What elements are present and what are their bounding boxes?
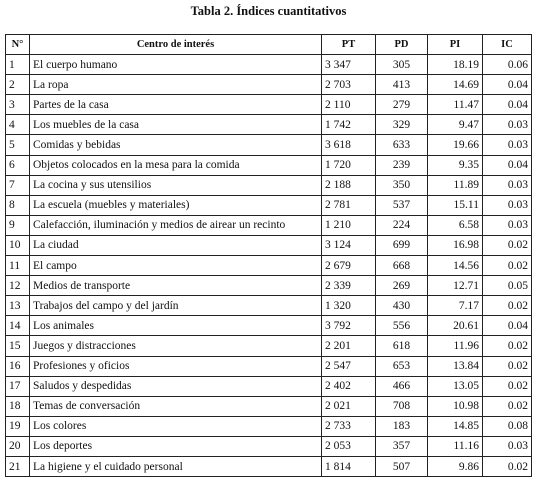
cell-pt: 3 347 xyxy=(322,55,376,75)
cell-ic: 0.02 xyxy=(483,336,532,356)
cell-pi: 9.86 xyxy=(428,456,483,476)
cell-center-of-interest: Objetos colocados en la mesa para la comida xyxy=(30,155,322,175)
cell-pd: 466 xyxy=(376,376,428,396)
cell-pi: 12.71 xyxy=(428,276,483,296)
table-caption: Tabla 2. Índices cuantitativos xyxy=(190,4,347,18)
cell-ic: 0.02 xyxy=(483,256,532,276)
cell-pd: 507 xyxy=(376,456,428,476)
cell-center-of-interest: La ciudad xyxy=(30,235,322,255)
cell-pt: 2 781 xyxy=(322,195,376,215)
cell-pd: 618 xyxy=(376,336,428,356)
header-center-of-interest: Centro de interés xyxy=(30,35,322,55)
cell-pt: 2 021 xyxy=(322,396,376,416)
cell-pt: 2 201 xyxy=(322,336,376,356)
cell-center-of-interest: La ropa xyxy=(30,75,322,95)
table-row xyxy=(6,155,532,175)
table-body xyxy=(6,55,532,477)
table-row xyxy=(6,456,532,476)
table-row xyxy=(6,336,532,356)
cell-pd: 350 xyxy=(376,175,428,195)
cell-center-of-interest: Partes de la casa xyxy=(30,95,322,115)
cell-center-of-interest: Los deportes xyxy=(30,436,322,456)
cell-pt: 3 792 xyxy=(322,316,376,336)
cell-pd: 537 xyxy=(376,195,428,215)
cell-pt: 2 733 xyxy=(322,416,376,436)
cell-center-of-interest: El campo xyxy=(30,256,322,276)
table-row xyxy=(6,75,532,95)
cell-ic: 0.03 xyxy=(483,135,532,155)
cell-pd: 279 xyxy=(376,95,428,115)
cell-number: 17 xyxy=(6,376,30,396)
cell-center-of-interest: Los muebles de la casa xyxy=(30,115,322,135)
cell-pi: 19.66 xyxy=(428,135,483,155)
cell-number: 3 xyxy=(6,95,30,115)
cell-pt: 3 618 xyxy=(322,135,376,155)
cell-ic: 0.02 xyxy=(483,296,532,316)
cell-center-of-interest: La higiene y el cuidado personal xyxy=(30,456,322,476)
cell-ic: 0.06 xyxy=(483,55,532,75)
cell-pi: 14.69 xyxy=(428,75,483,95)
cell-ic: 0.02 xyxy=(483,356,532,376)
cell-pi: 20.61 xyxy=(428,316,483,336)
cell-pd: 556 xyxy=(376,316,428,336)
cell-pt: 1 814 xyxy=(322,456,376,476)
cell-pt: 2 547 xyxy=(322,356,376,376)
cell-pt: 1 320 xyxy=(322,296,376,316)
cell-pd: 708 xyxy=(376,396,428,416)
cell-center-of-interest: El cuerpo humano xyxy=(30,55,322,75)
cell-pi: 9.47 xyxy=(428,115,483,135)
cell-number: 5 xyxy=(6,135,30,155)
cell-pt: 2 402 xyxy=(322,376,376,396)
cell-pt: 2 110 xyxy=(322,95,376,115)
cell-pi: 13.84 xyxy=(428,356,483,376)
cell-center-of-interest: Saludos y despedidas xyxy=(30,376,322,396)
cell-ic: 0.02 xyxy=(483,376,532,396)
cell-ic: 0.03 xyxy=(483,195,532,215)
table-row xyxy=(6,376,532,396)
cell-pi: 13.05 xyxy=(428,376,483,396)
table-row xyxy=(6,135,532,155)
cell-center-of-interest: La escuela (muebles y materiales) xyxy=(30,195,322,215)
cell-ic: 0.08 xyxy=(483,416,532,436)
table-row xyxy=(6,95,532,115)
cell-number: 20 xyxy=(6,436,30,456)
cell-pt: 1 210 xyxy=(322,215,376,235)
quantitative-indices-table xyxy=(5,34,532,477)
cell-pd: 183 xyxy=(376,416,428,436)
cell-center-of-interest: Comidas y bebidas xyxy=(30,135,322,155)
cell-pt: 2 339 xyxy=(322,276,376,296)
cell-ic: 0.03 xyxy=(483,175,532,195)
cell-number: 12 xyxy=(6,276,30,296)
cell-pd: 653 xyxy=(376,356,428,376)
cell-center-of-interest: Profesiones y oficios xyxy=(30,356,322,376)
cell-center-of-interest: Temas de conversación xyxy=(30,396,322,416)
cell-ic: 0.02 xyxy=(483,456,532,476)
cell-number: 9 xyxy=(6,215,30,235)
cell-pt: 2 679 xyxy=(322,256,376,276)
cell-pi: 18.19 xyxy=(428,55,483,75)
cell-pd: 269 xyxy=(376,276,428,296)
cell-pt: 3 124 xyxy=(322,235,376,255)
cell-pt: 2 703 xyxy=(322,75,376,95)
cell-center-of-interest: La cocina y sus utensilios xyxy=(30,175,322,195)
cell-pt: 2 188 xyxy=(322,175,376,195)
header-pd: PD xyxy=(376,35,428,55)
cell-pi: 15.11 xyxy=(428,195,483,215)
cell-pi: 7.17 xyxy=(428,296,483,316)
table-row xyxy=(6,316,532,336)
cell-ic: 0.02 xyxy=(483,235,532,255)
cell-pi: 11.47 xyxy=(428,95,483,115)
cell-pi: 9.35 xyxy=(428,155,483,175)
table-row xyxy=(6,296,532,316)
cell-number: 4 xyxy=(6,115,30,135)
cell-pi: 6.58 xyxy=(428,215,483,235)
cell-ic: 0.04 xyxy=(483,155,532,175)
cell-number: 16 xyxy=(6,356,30,376)
table-row xyxy=(6,175,532,195)
cell-pi: 14.56 xyxy=(428,256,483,276)
cell-center-of-interest: Calefacción, iluminación y medios de airear un recinto xyxy=(30,215,322,235)
cell-pd: 699 xyxy=(376,235,428,255)
cell-pi: 11.16 xyxy=(428,436,483,456)
cell-number: 11 xyxy=(6,256,30,276)
cell-ic: 0.04 xyxy=(483,75,532,95)
cell-pd: 633 xyxy=(376,135,428,155)
cell-pi: 10.98 xyxy=(428,396,483,416)
cell-ic: 0.04 xyxy=(483,316,532,336)
header-pt: PT xyxy=(322,35,376,55)
cell-pd: 413 xyxy=(376,75,428,95)
cell-pt: 1 720 xyxy=(322,155,376,175)
cell-number: 10 xyxy=(6,235,30,255)
cell-center-of-interest: Medios de transporte xyxy=(30,276,322,296)
cell-pt: 1 742 xyxy=(322,115,376,135)
cell-ic: 0.05 xyxy=(483,276,532,296)
cell-number: 1 xyxy=(6,55,30,75)
cell-number: 7 xyxy=(6,175,30,195)
cell-center-of-interest: Juegos y distracciones xyxy=(30,336,322,356)
cell-pd: 430 xyxy=(376,296,428,316)
header-number: N° xyxy=(6,35,30,55)
cell-number: 8 xyxy=(6,195,30,215)
cell-pi: 14.85 xyxy=(428,416,483,436)
cell-number: 18 xyxy=(6,396,30,416)
cell-center-of-interest: Los animales xyxy=(30,316,322,336)
table-row xyxy=(6,356,532,376)
cell-pd: 668 xyxy=(376,256,428,276)
cell-ic: 0.04 xyxy=(483,95,532,115)
cell-number: 6 xyxy=(6,155,30,175)
table-row xyxy=(6,436,532,456)
cell-number: 19 xyxy=(6,416,30,436)
cell-pd: 224 xyxy=(376,215,428,235)
cell-pi: 11.96 xyxy=(428,336,483,356)
cell-number: 14 xyxy=(6,316,30,336)
table-row xyxy=(6,115,532,135)
cell-pi: 11.89 xyxy=(428,175,483,195)
table-row xyxy=(6,55,532,75)
cell-pd: 329 xyxy=(376,115,428,135)
cell-pt: 2 053 xyxy=(322,436,376,456)
cell-number: 15 xyxy=(6,336,30,356)
table-row xyxy=(6,396,532,416)
table-row xyxy=(6,276,532,296)
cell-number: 13 xyxy=(6,296,30,316)
cell-center-of-interest: Trabajos del campo y del jardín xyxy=(30,296,322,316)
cell-number: 21 xyxy=(6,456,30,476)
cell-pd: 357 xyxy=(376,436,428,456)
cell-number: 2 xyxy=(6,75,30,95)
table-row xyxy=(6,195,532,215)
cell-ic: 0.03 xyxy=(483,115,532,135)
cell-ic: 0.03 xyxy=(483,215,532,235)
table-row xyxy=(6,256,532,276)
table-row xyxy=(6,416,532,436)
cell-center-of-interest: Los colores xyxy=(30,416,322,436)
cell-ic: 0.02 xyxy=(483,396,532,416)
cell-pd: 305 xyxy=(376,55,428,75)
table-row xyxy=(6,215,532,235)
cell-pi: 16.98 xyxy=(428,235,483,255)
header-ic: IC xyxy=(483,35,532,55)
header-pi: PI xyxy=(428,35,483,55)
table-row xyxy=(6,235,532,255)
cell-ic: 0.03 xyxy=(483,436,532,456)
table-header-row xyxy=(6,35,532,55)
cell-pd: 239 xyxy=(376,155,428,175)
